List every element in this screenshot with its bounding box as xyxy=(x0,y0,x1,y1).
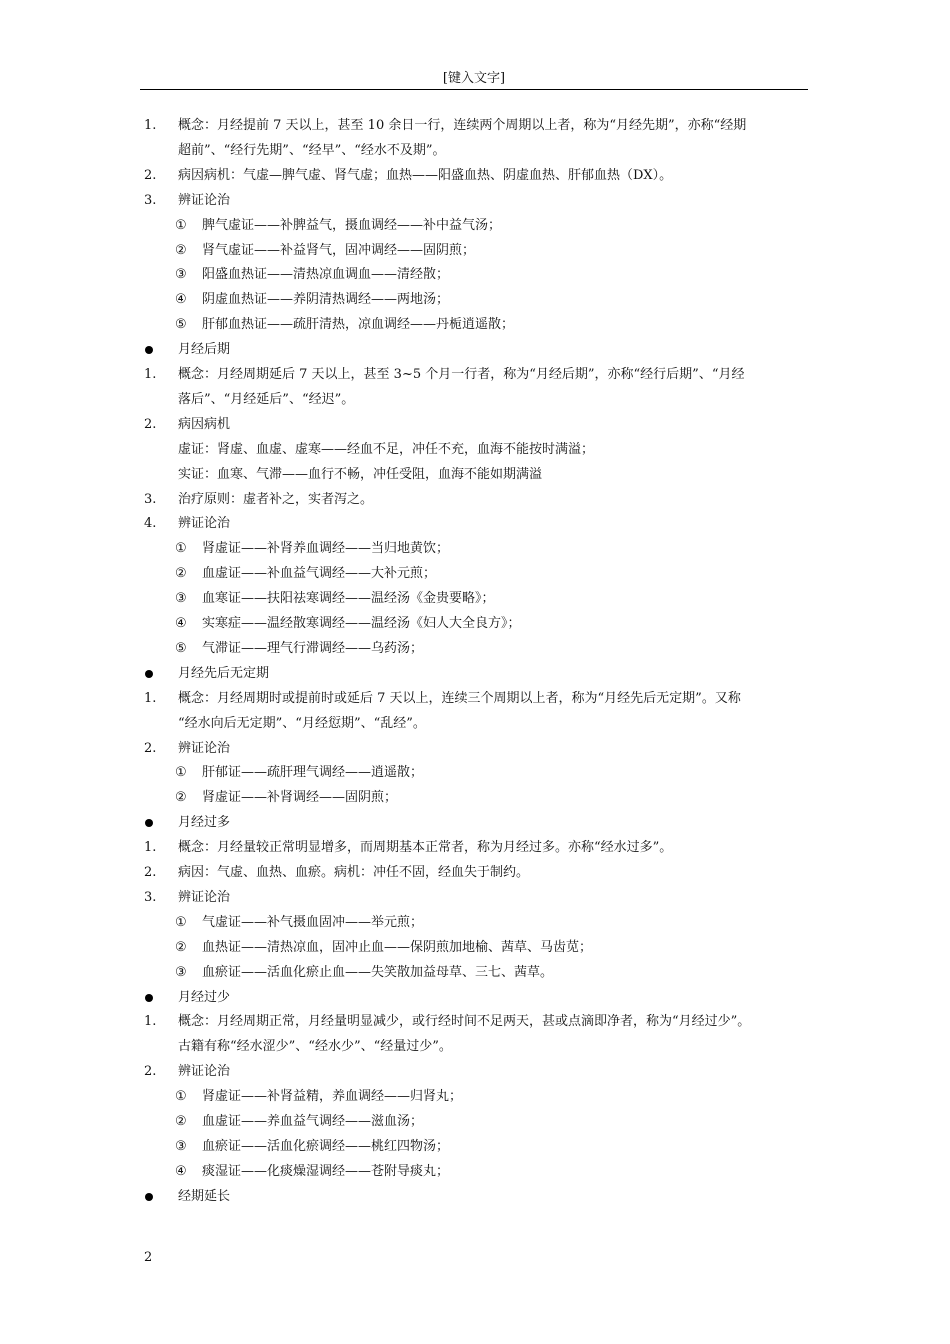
line-cont xyxy=(0,390,950,410)
circled-number: ⑤ xyxy=(175,640,187,656)
sub-item-text: 血热证——清热凉血，固冲止血——保阴煎加地榆、茜草、马齿苋； xyxy=(202,939,593,955)
circled-number: ① xyxy=(175,765,187,781)
list-number: 1. xyxy=(144,118,157,133)
circled-number: ① xyxy=(175,1089,187,1105)
line-num xyxy=(0,490,950,510)
circled-number: ④ xyxy=(175,616,187,631)
sub-item-text: 血虚证——补血益气调经——大补元煎； xyxy=(202,566,437,582)
list-item-text: 病因病机：气虚—脾气虚、肾气虚；血热——阳盛血热、阴虚血热、肝郁血热（DX）。 xyxy=(178,167,673,183)
line-num xyxy=(0,191,950,211)
line-bullet xyxy=(0,1187,950,1207)
list-item-text: 病因病机 xyxy=(178,416,231,432)
line-num xyxy=(0,415,950,435)
list-item-text: 概念：月经周期正常，月经量明显减少，或行经时间不足两天，甚或点滴即净者，称为“月经过少”。 xyxy=(178,1014,751,1030)
section-heading: 经期延长 xyxy=(178,1188,231,1204)
line-sub xyxy=(0,1087,950,1107)
line-num xyxy=(0,739,950,759)
line-sub xyxy=(0,216,950,236)
list-item-text: 治疗原则：虚者补之，实者泻之。 xyxy=(178,491,374,507)
list-number: 2. xyxy=(144,740,157,756)
sub-item-text: 血寒证——扶阳祛寒调经——温经汤《金贵要略》； xyxy=(202,591,495,607)
circled-number: ③ xyxy=(175,267,187,283)
line-sub xyxy=(0,539,950,559)
list-item-text: 辨证论治 xyxy=(178,889,231,905)
circled-number: ② xyxy=(175,242,187,258)
line-indent xyxy=(0,465,950,485)
sub-item-text: 肾气虚证——补益肾气，固冲调经——固阴煎； xyxy=(202,242,476,258)
line-sub xyxy=(0,1137,950,1157)
line-num xyxy=(0,1012,950,1032)
list-item-text: 概念：月经周期延后 7 天以上，甚至 3~5 个月一行者，称为“月经后期”，亦称“经行后期”、“月经 xyxy=(178,367,745,382)
circled-number: ③ xyxy=(175,964,187,980)
list-item-text: 辨证论治 xyxy=(178,740,231,756)
list-number: 3. xyxy=(144,491,157,507)
list-number: 2. xyxy=(144,1064,157,1080)
circled-number: ① xyxy=(175,541,187,557)
list-number: 3. xyxy=(144,192,157,208)
list-item-text: 辨证论治 xyxy=(178,516,231,532)
circled-number: ③ xyxy=(175,1138,187,1154)
line-sub xyxy=(0,1162,950,1182)
circled-number: ② xyxy=(175,939,187,955)
line-sub xyxy=(0,564,950,584)
sub-item-text: 气滞证——理气行滞调经——乌药汤； xyxy=(202,640,424,656)
circled-number: ② xyxy=(175,790,187,806)
line-sub xyxy=(0,763,950,783)
line-cont xyxy=(0,714,950,734)
sub-item-text: 血瘀证——活血化瘀调经——桃红四物汤； xyxy=(202,1138,450,1154)
line-num xyxy=(0,863,950,883)
line-num xyxy=(0,888,950,908)
line-sub xyxy=(0,241,950,261)
section-heading: 月经后期 xyxy=(178,342,231,358)
bullet-icon xyxy=(145,346,153,354)
section-heading: 月经过多 xyxy=(178,815,231,831)
continuation-text: 落后”、“月经延后”、“经迟”。 xyxy=(178,391,355,407)
line-bullet xyxy=(0,664,950,684)
line-num xyxy=(0,1062,950,1082)
line-sub xyxy=(0,265,950,285)
indented-text: 虚证：肾虚、血虚、虚寒——经血不足，冲任不充，血海不能按时满溢； xyxy=(178,441,595,457)
line-cont xyxy=(0,1037,950,1057)
line-sub xyxy=(0,589,950,609)
list-number: 1. xyxy=(144,690,157,706)
list-item-text: 辨证论治 xyxy=(178,192,231,208)
line-num xyxy=(0,116,950,136)
circled-number: ④ xyxy=(175,1163,187,1179)
indented-text: 实证：血寒、气滞——血行不畅，冲任受阻，血海不能如期满溢 xyxy=(178,466,543,482)
section-heading: 月经过少 xyxy=(178,989,231,1005)
sub-item-text: 肝郁血热证——疏肝清热，凉血调经——丹栀逍遥散； xyxy=(202,317,515,333)
list-item-text: 概念：月经周期时或提前时或延后 7 天以上，连续三个周期以上者，称为“月经先后无定期”。又称 xyxy=(178,690,741,706)
circled-number: ⑤ xyxy=(175,317,187,333)
page-header: [键入文字] xyxy=(140,70,808,90)
line-bullet xyxy=(0,813,950,833)
circled-number: ② xyxy=(175,566,187,582)
bullet-icon xyxy=(145,1193,153,1201)
line-num xyxy=(0,166,950,186)
list-number: 1. xyxy=(144,840,157,856)
list-number: 4. xyxy=(144,516,157,532)
sub-item-text: 肾虚证——补肾益精，养血调经——归肾丸； xyxy=(202,1089,463,1105)
sub-item-text: 肾虚证——补肾养血调经——当归地黄饮； xyxy=(202,541,450,557)
list-number: 1. xyxy=(144,1014,157,1030)
sub-item-text: 实寒症——温经散寒调经——温经汤《妇人大全良方》； xyxy=(202,616,521,631)
sub-item-text: 阳盛血热证——清热凉血调血——清经散； xyxy=(202,267,450,283)
continuation-text: “经水向后无定期”、“月经愆期”、“乱经”。 xyxy=(178,715,426,731)
circled-number: ② xyxy=(175,1114,187,1129)
bullet-icon xyxy=(145,994,153,1002)
circled-number: ① xyxy=(175,914,187,930)
list-number: 2. xyxy=(144,865,157,880)
line-sub xyxy=(0,639,950,659)
circled-number: ① xyxy=(175,217,187,233)
list-number: 3. xyxy=(144,889,157,905)
sub-item-text: 脾气虚证——补脾益气，摄血调经——补中益气汤； xyxy=(202,217,502,233)
line-bullet xyxy=(0,988,950,1008)
sub-item-text: 血虚证——养血益气调经——滋血汤； xyxy=(202,1114,424,1129)
bullet-icon xyxy=(145,819,153,827)
sub-item-text: 肾虚证——补肾调经——固阴煎； xyxy=(202,790,398,806)
line-sub xyxy=(0,938,950,958)
sub-item-text: 血瘀证——活血化瘀止血——失笑散加益母草、三七、茜草。 xyxy=(202,964,554,980)
continuation-text: 超前”、“经行先期”、“经早”、“经水不及期”。 xyxy=(178,142,446,158)
circled-number: ④ xyxy=(175,292,187,308)
list-item-text: 病因：气虚、血热、血瘀。病机：冲任不固，经血失于制约。 xyxy=(178,865,530,880)
list-item-text: 概念：月经提前 7 天以上，甚至 10 余日一行，连续两个周期以上者，称为“月经先期”，亦称“经期 xyxy=(178,118,747,133)
list-item-text: 辨证论治 xyxy=(178,1064,231,1080)
list-item-text: 概念：月经量较正常明显增多，而周期基本正常者，称为月经过多。亦称“经水过多”。 xyxy=(178,840,673,856)
list-number: 2. xyxy=(144,167,157,183)
line-cont xyxy=(0,141,950,161)
line-indent xyxy=(0,440,950,460)
line-sub xyxy=(0,315,950,335)
line-bullet xyxy=(0,340,950,360)
line-num xyxy=(0,514,950,534)
circled-number: ③ xyxy=(175,591,187,607)
line-sub xyxy=(0,1112,950,1132)
sub-item-text: 痰湿证——化痰燥湿调经——苍附导痰丸； xyxy=(202,1163,450,1179)
line-sub xyxy=(0,614,950,634)
page-number: 2 xyxy=(144,1250,153,1265)
bullet-icon xyxy=(145,670,153,678)
sub-item-text: 气虚证——补气摄血固冲——举元煎； xyxy=(202,914,424,930)
line-num xyxy=(0,838,950,858)
section-heading: 月经先后无定期 xyxy=(178,665,270,681)
line-num xyxy=(0,365,950,385)
sub-item-text: 肝郁证——疏肝理气调经——逍遥散； xyxy=(202,765,424,781)
list-number: 1. xyxy=(144,367,157,382)
line-num xyxy=(0,689,950,709)
line-sub xyxy=(0,290,950,310)
sub-item-text: 阴虚血热证——养阴清热调经——两地汤； xyxy=(202,292,450,308)
line-sub xyxy=(0,913,950,933)
line-sub xyxy=(0,788,950,808)
line-sub xyxy=(0,963,950,983)
continuation-text: 古籍有称“经水涩少”、“经水少”、“经量过少”。 xyxy=(178,1039,452,1055)
list-number: 2. xyxy=(144,416,157,432)
